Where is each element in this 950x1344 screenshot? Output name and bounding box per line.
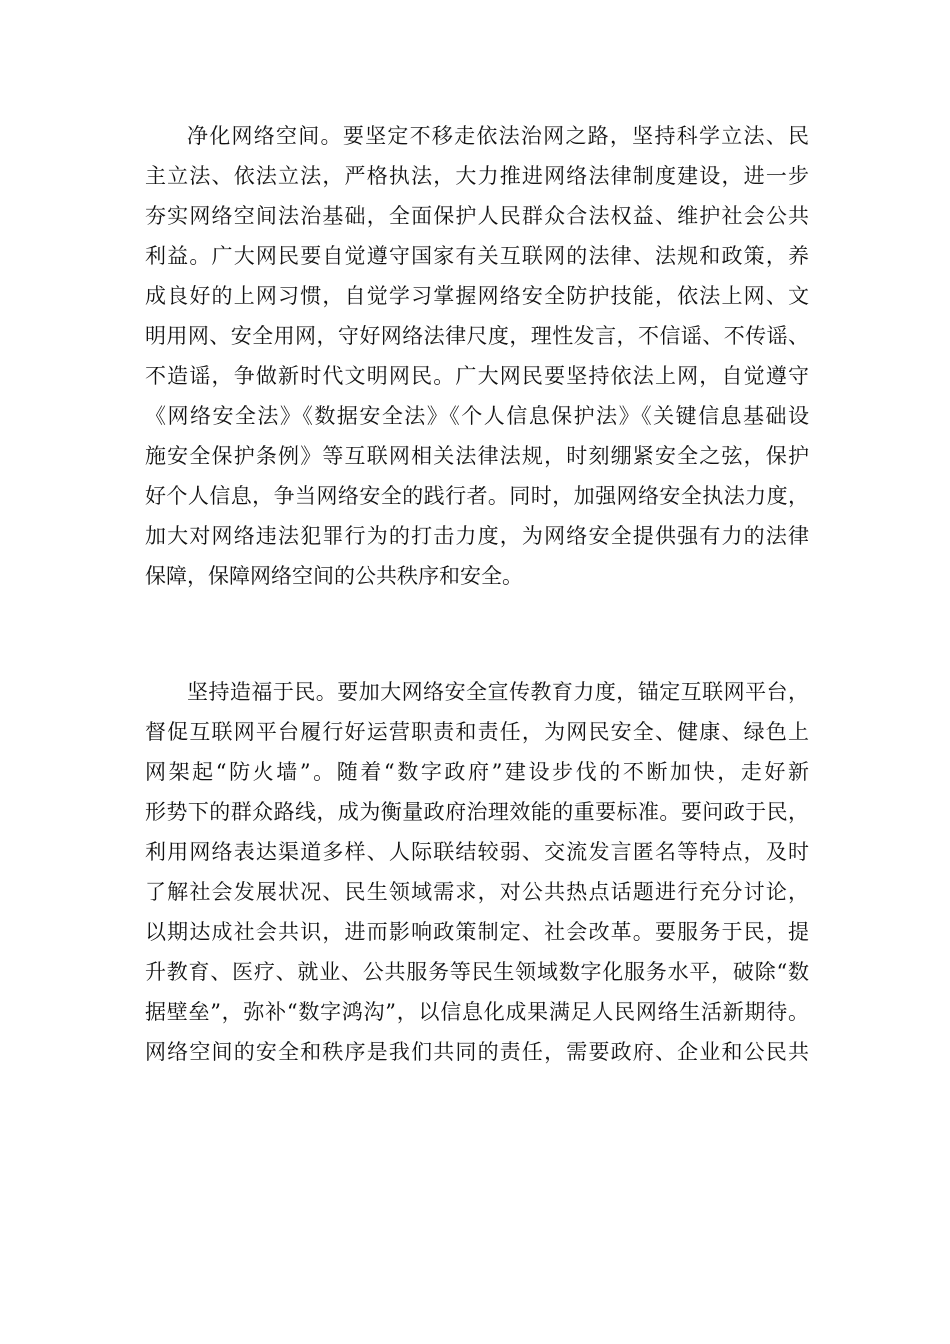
paragraph-line: 形势下的群众路线，成为衡量政府治理效能的重要标准。要问政于民， <box>145 800 809 824</box>
paragraph-line: 不造谣，争做新时代文明网民。广大网民要坚持依法上网，自觉遵守 <box>145 364 809 388</box>
paragraph-line: 坚持造福于民。要加大网络安全宣传教育力度，锚定互联网平台， <box>187 680 809 704</box>
paragraph-line: 《网络安全法》《数据安全法》《个人信息保护法》《关键信息基础设 <box>145 404 809 428</box>
paragraph-line: 网架起“防火墙”。随着“数字政府”建设步伐的不断加快，走好新 <box>145 760 809 784</box>
paragraph-line: 了解社会发展状况、民生领域需求，对公共热点话题进行充分讨论， <box>145 880 809 904</box>
paragraph-line: 净化网络空间。要坚定不移走依法治网之路，坚持科学立法、民 <box>187 124 809 148</box>
paragraph-line: 保障，保障网络空间的公共秩序和安全。 <box>145 564 523 588</box>
paragraph-line: 好个人信息，争当网络安全的践行者。同时，加强网络安全执法力度， <box>145 484 809 508</box>
paragraph-line: 明用网、安全用网，守好网络法律尺度，理性发言，不信谣、不传谣、 <box>145 324 809 348</box>
paragraph-line: 网络空间的安全和秩序是我们共同的责任，需要政府、企业和公民共 <box>145 1040 809 1064</box>
paragraph-line: 主立法、依法立法，严格执法，大力推进网络法律制度建设，进一步 <box>145 164 809 188</box>
paragraph-line: 利用网络表达渠道多样、人际联结较弱、交流发言匿名等特点，及时 <box>145 840 809 864</box>
paragraph-benefit-people <box>145 672 809 1072</box>
paragraph-purify-cyberspace <box>145 116 809 596</box>
paragraph-line: 加大对网络违法犯罪行为的打击力度，为网络安全提供强有力的法律 <box>145 524 809 548</box>
paragraph-line: 升教育、医疗、就业、公共服务等民生领域数字化服务水平，破除“数 <box>145 960 809 984</box>
paragraph-line: 利益。广大网民要自觉遵守国家有关互联网的法律、法规和政策，养 <box>145 244 809 268</box>
paragraph-line: 以期达成社会共识，进而影响政策制定、社会改革。要服务于民，提 <box>145 920 809 944</box>
paragraph-line: 据壁垒”，弥补“数字鸿沟”，以信息化成果满足人民网络生活新期待。 <box>145 1000 809 1024</box>
paragraph-line: 施安全保护条例》等互联网相关法律法规，时刻绷紧安全之弦，保护 <box>145 444 809 468</box>
paragraph-line: 成良好的上网习惯，自觉学习掌握网络安全防护技能，依法上网、文 <box>145 284 809 308</box>
paragraph-line: 督促互联网平台履行好运营职责和责任，为网民安全、健康、绿色上 <box>145 720 809 744</box>
paragraph-line: 夯实网络空间法治基础，全面保护人民群众合法权益、维护社会公共 <box>145 204 809 228</box>
